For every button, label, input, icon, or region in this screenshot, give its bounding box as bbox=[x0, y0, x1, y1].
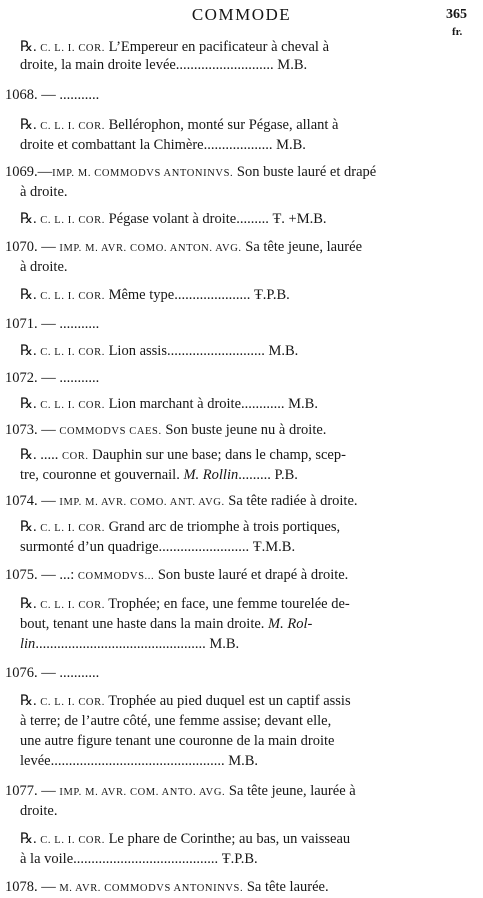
text-segment: ℞. bbox=[20, 596, 41, 612]
text-line bbox=[20, 802, 57, 820]
text-segment: ℞. ..... bbox=[20, 447, 62, 463]
text-line bbox=[20, 538, 295, 556]
text-segment: bout, tenant une haste dans la main droite. bbox=[20, 616, 269, 632]
text-line bbox=[5, 86, 99, 104]
text-segment: ℞. bbox=[20, 287, 41, 303]
text-segment: droite. bbox=[20, 803, 58, 819]
text-segment: 1070. — bbox=[5, 239, 60, 255]
text-segment: 1075. — ...: bbox=[5, 567, 78, 583]
text-segment: Même type..................... Ŧ.P.B. bbox=[104, 287, 290, 303]
text-segment: à droite. bbox=[20, 259, 68, 275]
legend-smallcaps: C. L. I. COR. bbox=[40, 215, 105, 226]
text-line bbox=[5, 163, 376, 183]
text-segment: tre, couronne et gouvernail. bbox=[20, 467, 184, 483]
text-segment: Bellérophon, monté sur Pégase, allant à bbox=[104, 117, 339, 133]
text-line bbox=[20, 210, 327, 230]
page-number: 365 bbox=[446, 7, 467, 22]
text-line bbox=[20, 258, 68, 276]
text-segment: ℞. bbox=[20, 831, 41, 847]
text-segment: à droite. bbox=[20, 184, 68, 200]
text-line bbox=[20, 518, 340, 538]
italic-text: M. Rollin bbox=[183, 467, 239, 483]
legend-smallcaps: C. L. I. COR. bbox=[40, 347, 105, 358]
page-suffix: fr. bbox=[452, 26, 463, 38]
italic-text: M. Rol- bbox=[268, 616, 313, 632]
text-segment: 1071. — ........... bbox=[5, 316, 100, 332]
legend-smallcaps: C. L. I. COR. bbox=[40, 600, 105, 611]
text-segment: Trophée au pied duquel est un captif assis bbox=[104, 693, 351, 709]
text-segment: droite et combattant la Chimère................... M.B. bbox=[20, 137, 306, 153]
text-line bbox=[5, 315, 99, 333]
text-segment: Sa tête jeune, laurée bbox=[241, 239, 363, 255]
text-segment: levée................................................ M.B. bbox=[20, 753, 259, 769]
text-line bbox=[20, 595, 350, 615]
legend-smallcaps: IMP. M. AVR. COM. ANTO. AVG. bbox=[59, 787, 226, 798]
legend-smallcaps: IMP. M. COMMODVS ANTONINVS. bbox=[52, 168, 234, 179]
text-line bbox=[20, 395, 318, 415]
text-line bbox=[5, 782, 356, 802]
legend-smallcaps: C. L. I. COR. bbox=[40, 523, 105, 534]
text-line bbox=[20, 635, 239, 653]
text-line bbox=[20, 38, 329, 58]
text-line bbox=[20, 446, 346, 466]
legend-smallcaps: COMMODVS... bbox=[77, 571, 155, 582]
text-segment: 1072. — ........... bbox=[5, 370, 100, 386]
text-segment: Son buste lauré et drapé bbox=[233, 164, 377, 180]
text-segment: ......... P.B. bbox=[238, 467, 298, 483]
text-segment: 1069.— bbox=[5, 164, 53, 180]
legend-smallcaps: C. L. I. COR. bbox=[40, 121, 105, 132]
text-line bbox=[20, 830, 350, 850]
legend-smallcaps: C. L. I. COR. bbox=[40, 835, 105, 846]
legend-smallcaps: IMP. M. AVR. COMO. ANTON. AVG. bbox=[59, 243, 242, 254]
text-segment: Le phare de Corinthe; au bas, un vaisseau bbox=[104, 831, 351, 847]
text-segment: Lion marchant à droite............ M.B. bbox=[104, 396, 318, 412]
text-line bbox=[20, 732, 334, 750]
text-line bbox=[20, 116, 339, 136]
text-segment: Sa tête jeune, laurée à bbox=[225, 783, 356, 799]
text-line bbox=[20, 615, 312, 633]
text-segment: 1078. — bbox=[5, 879, 60, 895]
legend-smallcaps: IMP. M. AVR. COMO. ANT. AVG. bbox=[59, 497, 225, 508]
text-segment: ℞. bbox=[20, 343, 41, 359]
text-line bbox=[20, 183, 68, 201]
text-segment: 1077. — bbox=[5, 783, 60, 799]
text-line bbox=[20, 286, 290, 306]
text-segment: surmonté d’un quadrige......................... Ŧ.M.B. bbox=[20, 539, 296, 555]
text-line bbox=[20, 712, 331, 730]
text-line bbox=[5, 369, 99, 387]
text-segment: Son buste jeune nu à droite. bbox=[161, 422, 327, 438]
text-segment: Sa tête radiée à droite. bbox=[224, 493, 358, 509]
text-segment: Dauphin sur une base; dans le champ, scep- bbox=[88, 447, 346, 463]
text-segment: Lion assis........................... M.B. bbox=[104, 343, 299, 359]
text-segment: 1068. — ........... bbox=[5, 87, 100, 103]
text-segment: ℞. bbox=[20, 693, 41, 709]
legend-smallcaps: C. L. I. COR. bbox=[40, 697, 105, 708]
legend-smallcaps: C. L. I. COR. bbox=[40, 291, 105, 302]
text-segment: ℞. bbox=[20, 396, 41, 412]
text-segment: Son buste lauré et drapé à droite. bbox=[154, 567, 349, 583]
text-line bbox=[5, 566, 348, 586]
text-segment: 1076. — ........... bbox=[5, 665, 100, 681]
text-line bbox=[5, 492, 358, 512]
text-segment: à terre; de l’autre côté, une femme assise; devant elle, bbox=[20, 713, 332, 729]
text-line bbox=[20, 56, 307, 74]
text-line bbox=[20, 136, 306, 154]
legend-smallcaps: C. L. I. COR. bbox=[40, 43, 105, 54]
text-segment: Trophée; en face, une femme tourelée de- bbox=[104, 596, 350, 612]
text-segment: Grand arc de triomphe à trois portiques, bbox=[104, 519, 341, 535]
text-line bbox=[5, 878, 329, 898]
legend-smallcaps: COR. bbox=[62, 451, 89, 462]
legend-smallcaps: C. L. I. COR. bbox=[40, 400, 105, 411]
text-segment: ℞. bbox=[20, 519, 41, 535]
page-title: COMMODE bbox=[191, 5, 292, 24]
text-line bbox=[5, 664, 99, 682]
text-line bbox=[20, 752, 258, 770]
italic-text: lin bbox=[20, 636, 36, 652]
text-segment: ℞. bbox=[20, 39, 41, 55]
legend-smallcaps: M. AVR. COMMODVS ANTONINVS. bbox=[59, 883, 244, 894]
text-segment: 1074. — bbox=[5, 493, 60, 509]
text-segment: à la voile........................................ Ŧ.P.B. bbox=[20, 851, 258, 867]
text-line bbox=[20, 850, 258, 868]
text-segment: ℞. bbox=[20, 117, 41, 133]
text-segment: Pégase volant à droite......... Ŧ. +M.B. bbox=[104, 211, 327, 227]
text-segment: ............................................... M.B. bbox=[35, 636, 240, 652]
text-segment: ℞. bbox=[20, 211, 41, 227]
text-line bbox=[20, 342, 298, 362]
text-segment: 1073. — bbox=[5, 422, 60, 438]
text-line bbox=[5, 238, 362, 258]
text-segment: droite, la main droite levée........................... M.B. bbox=[20, 57, 308, 73]
text-line bbox=[20, 692, 351, 712]
text-segment: L’Empereur en pacificateur à cheval à bbox=[104, 39, 330, 55]
text-segment: Sa tête laurée. bbox=[243, 879, 329, 895]
text-line bbox=[5, 421, 326, 441]
text-segment: une autre figure tenant une couronne de la main droite bbox=[20, 733, 335, 749]
text-line bbox=[20, 466, 298, 484]
legend-smallcaps: COMMODVS CAES. bbox=[59, 426, 162, 437]
